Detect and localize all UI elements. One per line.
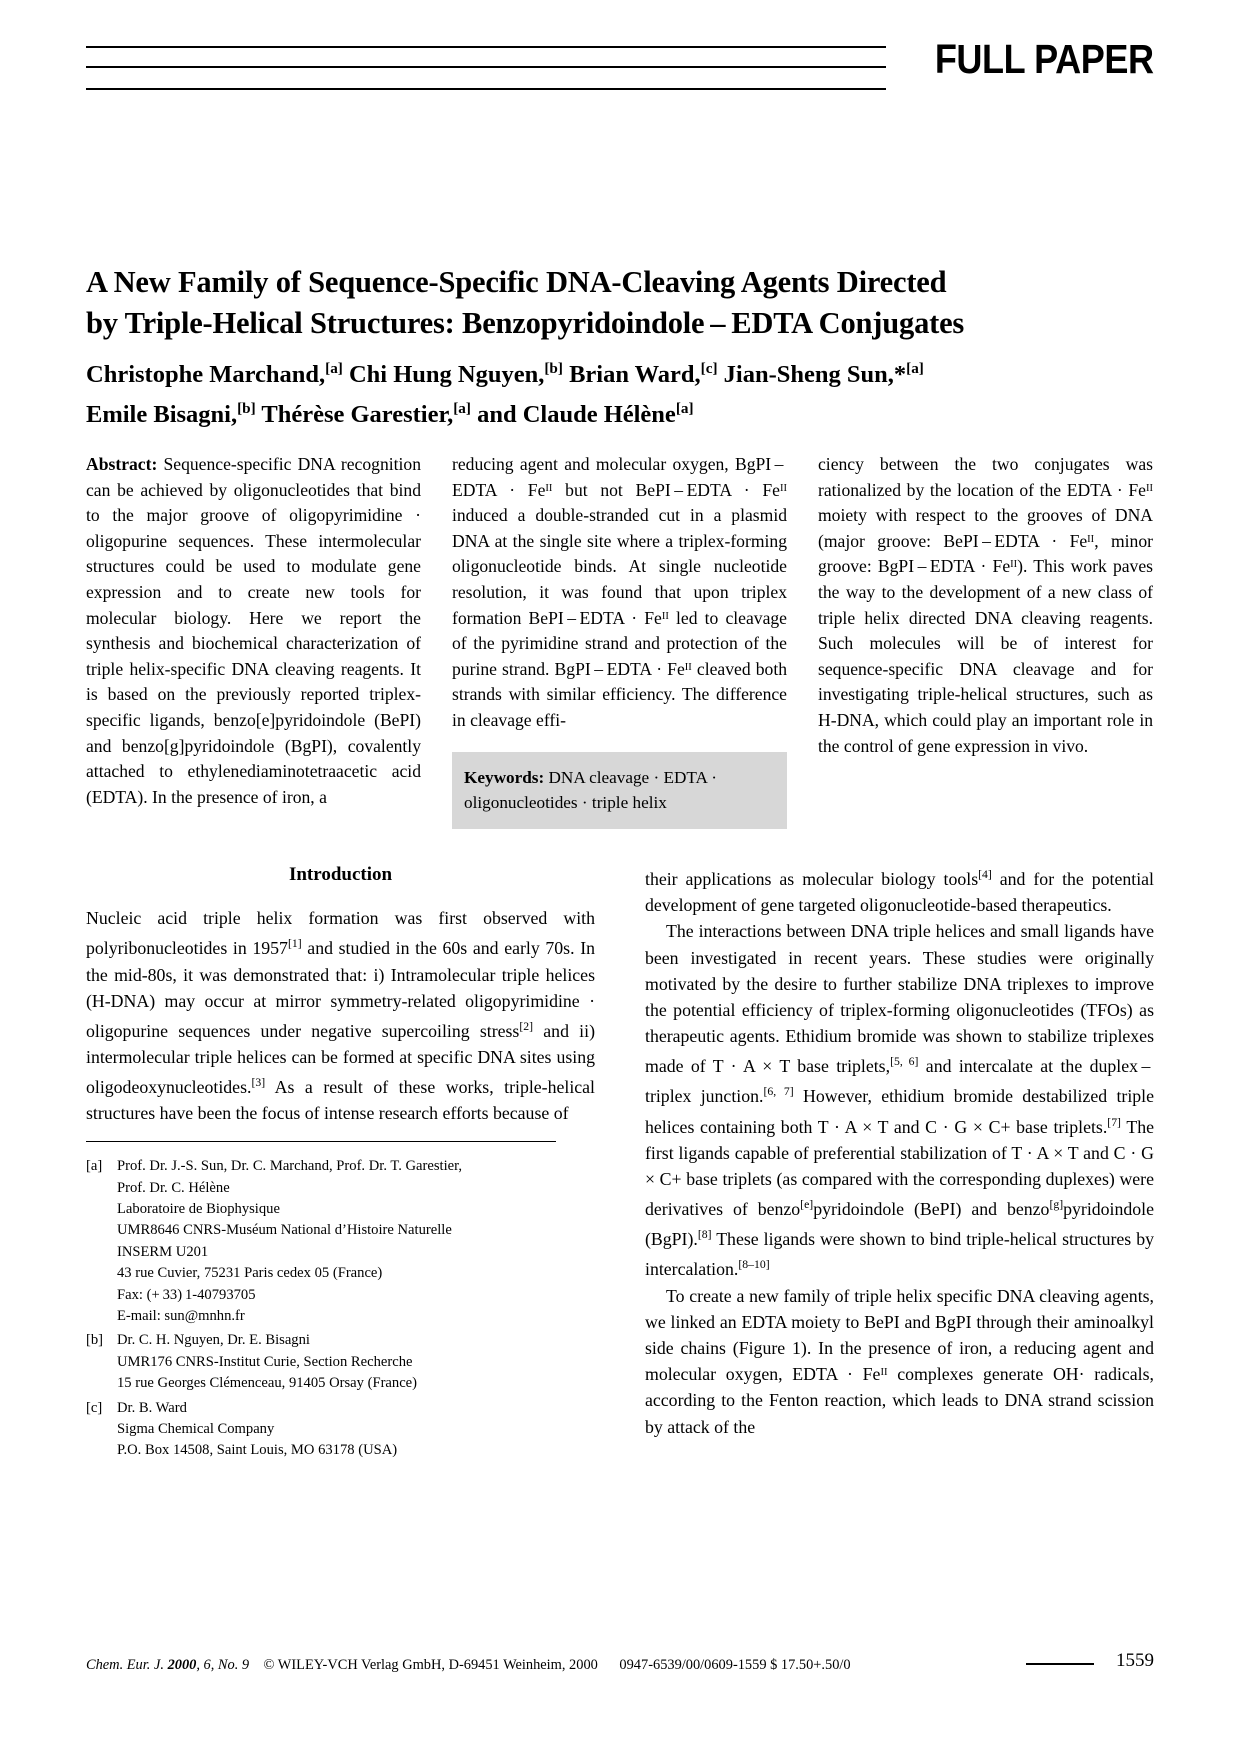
abstract-column-3 <box>818 452 1153 829</box>
body-columns <box>86 862 1154 1465</box>
abstract-text-3: ciency between the two conjugates was rationalized by the location of the EDTA · Feᴵᴵ moiety with respect to the grooves of DNA (major groove: BePI – EDTA · Feᴵᴵ, minor groove: BgPI – EDTA · Feᴵᴵ). This work paves the way to the development of a new class of triple helix directed DNA cleaving reagents. Such molecules will be of interest for sequence-specific DNA cleavage and for investigating triple-helical structures, such as H-DNA, which could play an important role in the control of gene expression in vivo. <box>818 454 1153 756</box>
section-heading-introduction: Introduction <box>288 864 393 885</box>
abstract-text-1: Sequence-specific DNA recognition can be achieved by oligonucleotides that bind to the major groove of oligopyrimidine · oligopurine sequences. These intermolecular structures could be used to modulate gene expression and to create new tools for molecular biology. Here we report the synthesis and biochemical characterization of triple helix-specific DNA cleaving reagents. It is based on the previously reported triplex-specific ligands, benzo[e]pyridoindole (BePI) and benzo[g]pyridoindole (BgPI), covalently attached to ethylenediaminotetraacetic acid (EDTA). In the presence of iron, a <box>86 454 421 807</box>
header-rule-middle <box>86 66 886 68</box>
author-line-1: Christophe Marchand,[a] Chi Hung Nguyen,[b] Brian Ward,[c] Jian-Sheng Sun,*[a] <box>86 360 924 389</box>
header-rule-top <box>86 46 886 48</box>
author-line-2: Emile Bisagni,[b] Thérèse Garestier,[a] and Claude Hélène[a] <box>86 400 694 429</box>
abstract-text-2: reducing agent and molecular oxygen, BgPI – EDTA · Feᴵᴵ but not BePI – EDTA · Feᴵᴵ induced a double-stranded cut in a plasmid DNA at the single site where a triplex-forming oligonucleotide binds. At single nucleotide resolution, it was found that upon triplex formation BePI – EDTA · Feᴵᴵ led to cleavage of the pyrimidine strand and protection of the purine strand. BgPI – EDTA · Feᴵᴵ cleaved both strands with similar efficiency. The difference in cleavage effi- <box>452 454 787 730</box>
intro-paragraph-1: Nucleic acid triple helix formation was first observed with polyribonucleotides in 1957[1] and studied in the 60s and early 70s. In the mid-80s, it was demonstrated that: i) Intramolecular triple helices (H-DNA) may occur at mirror symmetry-related oligopyrimidine · oligopurine sequences under negative supercoiling stress[2] and ii) intermolecular triple helices can be formed at specific DNA sites using oligodeoxynucleotides.[3] As a result of these works, triple-helical structures have been the focus of intense research efforts because of <box>86 908 596 1124</box>
footnote-marker: [c] <box>86 1399 103 1416</box>
keywords-box <box>452 752 787 829</box>
header-rule-bottom <box>86 88 886 90</box>
footnote-item <box>86 1330 595 1394</box>
paper-page <box>86 0 1154 1755</box>
page-number: 1559 <box>1116 1650 1154 1671</box>
footnote-item <box>86 1398 595 1462</box>
article-title-line2: by Triple-Helical Structures: Benzopyridoindole – EDTA Conjugates <box>86 306 965 340</box>
footnote-item <box>86 1156 595 1327</box>
page-header <box>86 36 1154 98</box>
footnote-body: Dr. C. H. Nguyen, Dr. E. Bisagni UMR176 CNRS-Institut Curie, Section Recherche 15 rue Georges Clémenceau, 91405 Orsay (France) <box>117 1332 418 1392</box>
article-title-line1: A New Family of Sequence-Specific DNA-Cleaving Agents Directed <box>86 265 947 299</box>
abstract-column-1 <box>86 452 421 829</box>
abstract-column-2 <box>452 452 787 829</box>
footnote-divider <box>86 1141 556 1143</box>
abstract-label: Abstract: <box>86 454 158 474</box>
footer-rule <box>1026 1663 1094 1665</box>
footer-citation: Chem. Eur. J. 2000, 6, No. 9 © WILEY-VCH Verlag GmbH, D-69451 Weinheim, 2000 0947-6539/00/0609-1559 $ 17.50+.50/0 <box>86 1657 851 1673</box>
abstract-block <box>86 452 1154 829</box>
author-list <box>86 352 1136 432</box>
body-column-right <box>645 862 1154 1465</box>
intro-paragraph-4: To create a new family of triple helix specific DNA cleaving agents, we linked an EDTA moiety to BePI and BgPI through their aminoalkyl side chains (Figure 1). In the presence of iron, a reducing agent and molecular oxygen, EDTA · Feᴵᴵ complexes generate OH· radicals, according to the Fenton reaction, which leads to DNA strand scission by attack of the <box>645 1285 1154 1437</box>
intro-paragraph-3: The interactions between DNA triple helices and small ligands have been investigated in recent years. These studies were originally motivated by the desire to further stabilize DNA triplexes to improve the potential efficiency of triplex-forming oligonucleotides (TFOs) as therapeutic agents. Ethidium bromide was shown to stabilize triplexes made of T · A × T base triplets,[5, 6] and intercalate at the duplex – triplex junction.[6, 7] However, ethidium bromide destabilized triple helices containing both T · A × T and C · G × C+ base triplets.[7] The first ligands capable of preferential stabilization of T · A × T and C · G × C+ base triplets (as compared with the corresponding duplexes) were derivatives of benzo[e]pyridoindole (BePI) and benzo[g]pyridoindole (BgPI).[8] These ligands were shown to bind triple-helical structures by intercalation.[8–10] <box>645 921 1154 1280</box>
header-label: FULL PAPER <box>935 36 1154 82</box>
footnote-marker: [b] <box>86 1332 104 1349</box>
intro-paragraph-2: their applications as molecular biology tools[4] and for the potential development of gene targeted oligonucleotide-based therapeutics. <box>645 868 1154 916</box>
keywords-label: Keywords: <box>464 767 545 787</box>
footnote-body: Dr. B. Ward Sigma Chemical Company P.O. Box 14508, Saint Louis, MO 63178 (USA) <box>117 1399 398 1459</box>
body-column-left <box>86 862 595 1465</box>
footnote-marker: [a] <box>86 1158 103 1175</box>
footnote-body: Prof. Dr. J.-S. Sun, Dr. C. Marchand, Prof. Dr. T. Garestier, Prof. Dr. C. Hélène Laboratoire de Biophysique UMR8646 CNRS-Muséum National d’Histoire Naturelle INSERM U201 43 rue Cuvier, 75231 Paris cedex 05 (France) Fax: (+ 33) 1-40793705 E-mail: sun@mnhn.fr <box>117 1158 463 1324</box>
affiliation-footnotes <box>86 1156 595 1462</box>
header-rule-group <box>86 46 886 92</box>
article-title <box>86 262 1126 344</box>
keywords-text: DNA cleavage · EDTA · oligonucleotides · triple helix <box>464 767 718 812</box>
